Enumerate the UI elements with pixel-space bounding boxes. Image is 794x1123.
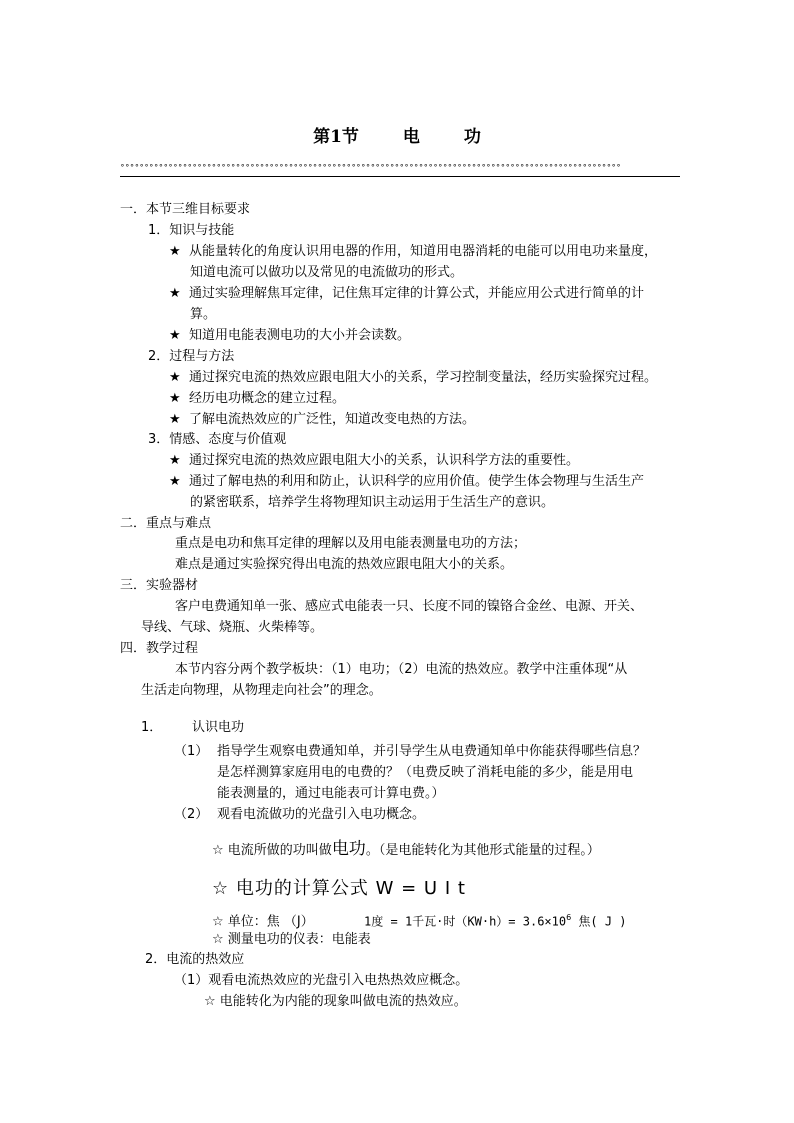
star-bullet-icon: ★	[169, 412, 181, 427]
part-1-title: 认识电功	[192, 720, 245, 735]
star-bullet-icon: ★	[169, 391, 181, 406]
star-bullet-icon: ★	[169, 474, 181, 489]
subsection-3-heading: 3．情感、态度与价值观	[148, 432, 287, 447]
paragraph-line: 难点是通过实验探究得出电流的热效应跟电阻大小的关系。	[175, 557, 514, 572]
paragraph-line: 导线、气球、烧瓶、火柴棒等。	[141, 620, 324, 635]
list-item: ★ 通过探究电流的热效应跟电阻大小的关系，学习控制变量法，经历实验探究过程。	[169, 370, 658, 385]
paragraph-line: 能表测量的，通过电能表可计算电费。）	[217, 786, 445, 801]
item-number: （1）	[174, 744, 209, 759]
star-bullet-icon: ★	[169, 453, 181, 468]
star-bullet-icon: ★	[169, 370, 181, 385]
paragraph-line: 指导学生观察电费通知单，并引导学生从电费通知单中你能获得哪些信息？	[217, 744, 647, 759]
paragraph-line: 重点是电功和焦耳定律的理解以及用电能表测量电功的方法；	[175, 536, 527, 551]
section-4-heading: 四．教学过程	[120, 641, 199, 656]
definition-line: ☆ 电流所做的功叫做电功。（是电能转化为其他形式能量的过程。）	[212, 839, 600, 859]
white-star-icon: ☆	[212, 932, 224, 947]
section-2-heading: 二．重点与难点	[120, 516, 212, 531]
part-1-number: 1．	[141, 720, 163, 735]
subsection-1-heading: 1．知识与技能	[148, 223, 235, 238]
list-item: ★ 从能量转化的角度认识用电器的作用，知道用电器消耗的电能可以用电功来量度，	[169, 244, 658, 259]
section-3-heading: 三．实验器材	[120, 578, 199, 593]
paragraph-line: 是怎样测算家庭用电的电费的？（电费反映了消耗电能的多少，能是用电	[217, 765, 634, 780]
subsection-2-heading: 2．过程与方法	[148, 349, 235, 364]
list-item: ★ 通过实验理解焦耳定律，记住焦耳定律的计算公式，并能应用公式进行简单的计	[169, 286, 645, 301]
list-item-cont: 算。	[190, 307, 217, 322]
white-star-icon: ☆	[212, 843, 224, 858]
white-star-icon: ☆	[212, 914, 224, 930]
page-title	[0, 126, 794, 148]
star-bullet-icon: ★	[169, 286, 181, 301]
list-item: ★ 通过了解电热的利用和防止，认识科学的应用价值。使学生体会物理与生活生产	[169, 474, 645, 489]
list-item: ★ 经历电功概念的建立过程。	[169, 391, 346, 406]
title-section-number: 第1节	[313, 127, 359, 147]
definition-line: ☆ 电能转化为内能的现象叫做电流的热效应。	[204, 994, 467, 1009]
formula-line: ☆ 电功的计算公式 W = U I t	[212, 878, 466, 899]
paragraph-line: 本节内容分两个教学板块：（1）电功；（2）电流的热效应。教学中注重体现“从	[175, 662, 628, 677]
meter-line: ☆ 测量电功的仪表：电能表	[212, 932, 371, 947]
list-item: ★ 了解电流热效应的广泛性，知道改变电热的方法。	[169, 412, 476, 427]
title-divider: °°°°°°°°°°°°°°°°°°°°°°°°°°°°°°°°°°°°°°°°°°°°°°°°°°°°°°°°°°°°°°°°°°°°°°°°°°°°°°°°°°°°°°°°°°°°°°°°°°°°°°°°	[120, 162, 680, 177]
star-bullet-icon: ★	[169, 244, 181, 259]
list-item: ★ 通过探究电流的热效应跟电阻大小的关系，认识科学方法的重要性。	[169, 453, 580, 468]
item-number: （2）	[174, 807, 209, 822]
list-item-cont: 的紧密联系，培养学生将物理知识主动运用于生活生产的意识。	[190, 495, 555, 510]
title-char-2: 功	[463, 127, 481, 147]
title-char-1: 电	[402, 127, 420, 147]
list-item-cont: 知道电流可以做功以及常见的电流做功的形式。	[190, 265, 464, 280]
section-1-heading: 一．本节三维目标要求	[120, 202, 251, 217]
star-bullet-icon: ★	[169, 328, 181, 343]
white-star-icon: ☆	[204, 994, 216, 1009]
list-item: ★ 知道用电能表测电功的大小并会读数。	[169, 328, 411, 343]
paragraph-line: 客户电费通知单一张、感应式电能表一只、长度不同的镍铬合金丝、电源、开关、	[175, 599, 644, 614]
paragraph-line: 生活走向物理，从物理走向社会”的理念。	[141, 683, 382, 698]
term-electric-work: 电功	[331, 839, 366, 859]
part-2-title: 2．电流的热效应	[145, 952, 245, 967]
paragraph-line: （1）观看电流热效应的光盘引入电热热效应概念。	[174, 973, 469, 988]
paragraph-line: 观看电流做功的光盘引入电功概念。	[217, 807, 426, 822]
unit-line: ☆ 单位：焦 （J） 1度 = 1千瓦·时$(KW\cdot h)= 3.6\times 10^6$ 焦( J )	[212, 913, 627, 930]
white-star-icon: ☆	[212, 878, 230, 899]
